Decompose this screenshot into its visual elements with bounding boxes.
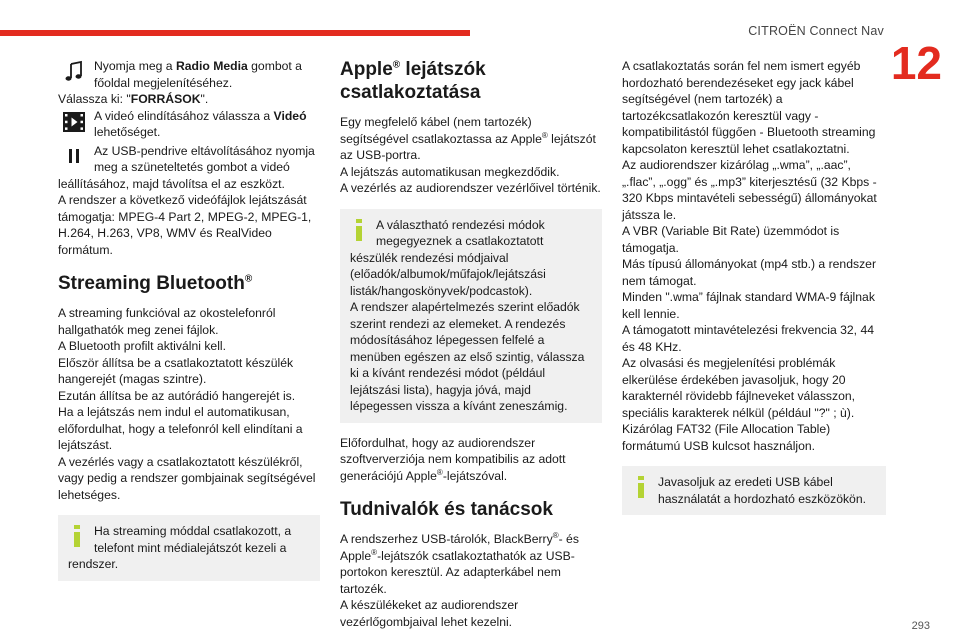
bluetooth-info-box <box>58 515 320 581</box>
apple-p4-pre: Előfordulhat, hogy az audiorendszer szoftververziója nem kompatibilis az adott generációjú Apple <box>340 435 566 483</box>
apple-section-title <box>340 58 602 104</box>
video-text-post: lehetőséget. <box>94 125 161 139</box>
radio-media-text-post: gombot a főoldal megjelenítéséhez. <box>94 59 302 90</box>
bluetooth-section-title <box>58 272 320 295</box>
bt-paragraph-4: Ezután állítsa be az autórádió hangerejét is. <box>58 388 296 403</box>
tips-p1-sup-2: ® <box>371 547 378 557</box>
radio-media-label: Radio Media <box>175 59 248 73</box>
video-formats-text: A rendszer a következő videófájlok lejátszását támogatja: MPEG-4 Part 2, MPEG-2, MPEG-1, H.264, H.263, VP8, WMV és RealVideo formátum. <box>58 193 312 257</box>
select-text-post: ". <box>200 92 209 106</box>
apple-p1-pre: Egy megfelelő kábel (nem tartozék) segítségével csatlakoztassa az Apple <box>340 115 542 146</box>
apple-info-text-2: A rendszer alapértelmezés szerint előadók szerint rendezi az elemeket. A rendezés módosításához lépegessen felfelé a menüben egészen az első szintig, válassza ki a kívánt rendezési módot (például lejátszási lista), hagyja jóvá, majd lépegessen vissza a kívánt zeneszámig. <box>350 300 585 413</box>
apple-title-b: lejátszók csatlakoztatása <box>340 59 486 103</box>
col3-paragraph-4: Más típusú állományokat (mp4 stb.) a rendszer nem támogat. <box>622 257 877 288</box>
radio-media-text-pre: Nyomja meg a <box>94 59 176 73</box>
select-text-pre: Válassza ki: " <box>58 92 131 106</box>
col3-paragraph-5: Minden ".wma” fájlnak standard WMA-9 fájlnak kell lennie. <box>622 290 875 321</box>
apple-title-a: Apple <box>340 59 393 80</box>
column-3 <box>622 58 886 515</box>
tips-p1-sup-1: ® <box>552 530 559 540</box>
header-accent-bar <box>0 30 470 36</box>
info-icon <box>350 219 370 241</box>
pause-icon <box>58 143 90 169</box>
video-label: Videó <box>273 108 307 123</box>
usb-cable-info-box <box>622 466 886 515</box>
info-icon <box>68 525 88 547</box>
apple-p4-sup: ® <box>436 467 443 477</box>
bluetooth-title-sup: ® <box>244 273 253 285</box>
apple-title-sup: ® <box>392 59 401 71</box>
header-title: CITROËN Connect Nav <box>748 24 884 38</box>
select-sources-instruction <box>58 91 320 108</box>
bt-paragraph-6: A vezérlés vagy a csatlakoztatott készülékről, vagy pedig a rendszer gombjainak segítségével lehetséges. <box>58 454 316 502</box>
column-2 <box>340 58 602 630</box>
music-note-icon <box>58 58 90 86</box>
tips-p1-pre: A rendszerhez USB-tárolók, BlackBerry <box>340 532 553 546</box>
video-film-icon <box>58 108 90 136</box>
col3-paragraph-8: Kizárólag FAT32 (File Allocation Table) formátumú USB kulcsot használjon. <box>622 422 831 453</box>
apple-paragraph-1 <box>340 114 602 164</box>
col3-paragraph-7: Az olvasási és megjelenítési problémák elkerülése érdekében javasoljuk, hogy 20 karakternél rövidebb fájlneveket válasszon, speciális karakterek nélkül (például "?" ; ù). <box>622 356 856 420</box>
sources-label: FORRÁSOK <box>130 92 201 106</box>
apple-paragraph-2: A lejátszás automatikusan megkezdődik. <box>340 164 560 179</box>
usb-remove-instruction <box>58 143 320 193</box>
col3-paragraph-2: Az audiorendszer kizárólag „.wma”, „.aac”, „.flac”, „.ogg” és „.mp3” kiterjesztésű (32 Kbps - 320 Kbps mintavételi sebességű) állományokat játssza le. <box>622 158 877 222</box>
tips-section-title: Tudnivalók és tanácsok <box>340 499 553 520</box>
tips-p1-post: -lejátszók csatlakoztathatók az USB-portokon keresztül. Az adapterkábel nem tartozék. <box>340 548 575 596</box>
tips-p1-mid: - és Apple <box>340 532 579 563</box>
usb-remove-text: Az USB-pendrive eltávolításához nyomja meg a szüneteltetés gombot a videó leállításához, majd távolítsa el az eszközt. <box>58 143 315 191</box>
radio-media-instruction <box>58 58 320 91</box>
apple-p1-sup: ® <box>541 130 548 140</box>
apple-info-text-1: A választható rendezési módok megegyeznek a csatlakoztatott készülék rendezési módjaival (előadók/albumok/műfajok/lejátszási listák/hangoskönyvek/podcastok). <box>350 217 546 298</box>
chapter-number: 12 <box>890 37 942 89</box>
bt-paragraph-2: A Bluetooth profilt aktiválni kell. <box>58 339 227 353</box>
apple-paragraph-4 <box>340 435 602 485</box>
apple-info-box <box>340 209 602 423</box>
apple-p4-post: -lejátszóval. <box>442 468 508 483</box>
col3-paragraph-3: A VBR (Variable Bit Rate) üzemmódot is támogatja. <box>622 224 840 255</box>
bt-paragraph-1: A streaming funkcióval az okostelefonról hallgathatók meg zenei fájlok. <box>58 306 276 337</box>
page-number: 293 <box>911 620 930 632</box>
tips-paragraph-1 <box>340 531 602 597</box>
bluetooth-info-text: Ha streaming móddal csatlakozott, a telefont mint médialejátszót kezeli a rendszer. <box>68 524 292 571</box>
tips-paragraph-2: A készülékeket az audiorendszer vezérlőgombjaival lehet kezelni. <box>340 598 519 629</box>
video-instruction <box>58 108 320 141</box>
bt-paragraph-5: Ha a lejátszás nem indul el automatikusan, előfordulhat, hogy a telefonról kell elindítani a lejátszást. <box>58 405 303 452</box>
col3-paragraph-6: A támogatott mintavételezési frekvencia 32, 44 és 48 KHz. <box>622 323 875 354</box>
usb-cable-info-text: Javasoljuk az eredeti USB kábel használatát a hordozható eszközökön. <box>658 475 867 506</box>
video-text-pre: A videó elindításához válassza a <box>94 108 274 123</box>
apple-p1-post: lejátszót az USB-portra. <box>340 131 596 162</box>
col3-paragraph-1: A csatlakoztatás során fel nem ismert egyéb hordozható berendezéseket egy jack kábel segítségével (nem tartozék) a tartozékcsatlakozón keresztül vagy - kompatibilitástól függően - Bluetooth streaming kapcsolaton keresztül lehet csatlakoztatni. <box>622 59 876 156</box>
bluetooth-title-text: Streaming Bluetooth <box>58 273 245 294</box>
apple-paragraph-3: A vezérlés az audiorendszer vezérlőivel történik. <box>340 181 601 195</box>
info-icon <box>632 476 652 498</box>
column-1 <box>58 58 320 581</box>
bt-paragraph-3: Először állítsa be a csatlakoztatott készülék hangerejét (magas szintre). <box>58 355 294 386</box>
